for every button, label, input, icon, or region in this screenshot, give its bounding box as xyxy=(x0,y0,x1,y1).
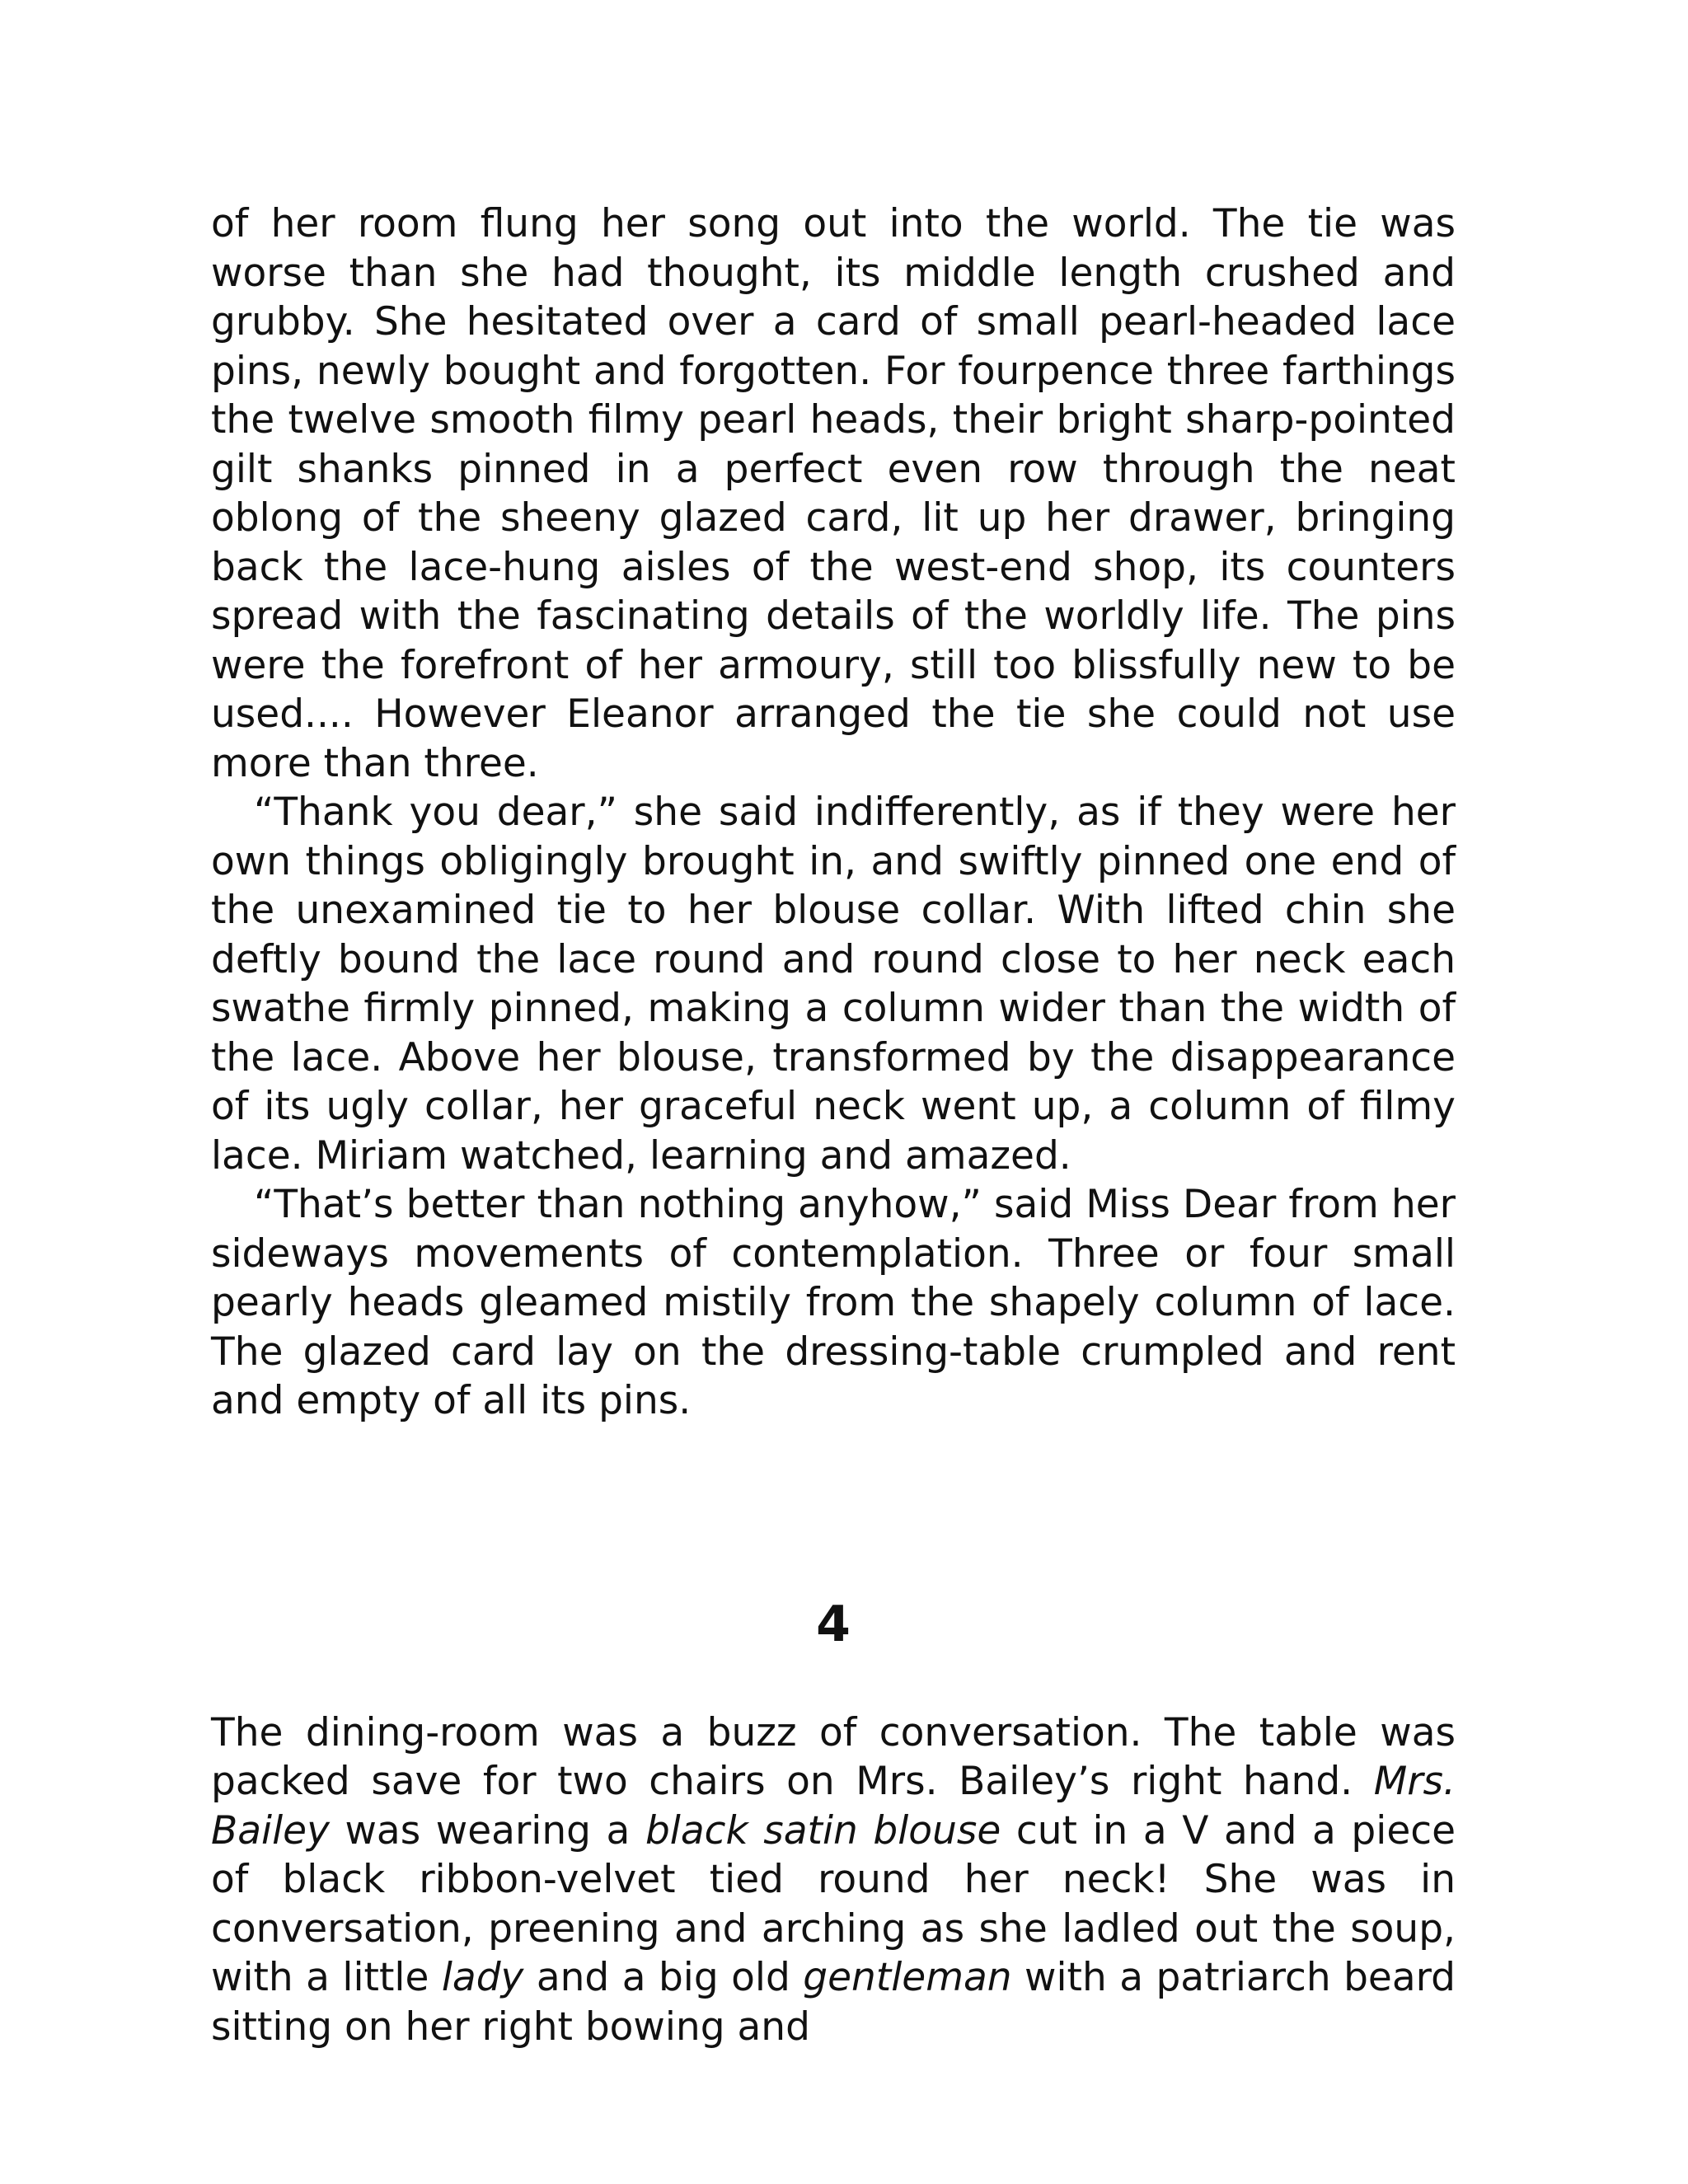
italic-run: lady xyxy=(441,1955,524,2000)
paragraph-2: “Thank you dear,” she said indifferently, as if they were her own things obligingly brought in, and swiftly pinned one end of the unexamined tie to her blouse collar. With lifted chin she deftly bound the lace round and round close to her neck each swathe firmly pinned, making a column wider than the width of the lace. Above her blouse, transformed by the disappearance of its ugly collar, her graceful neck went up, a column of filmy lace. Miriam watched, learning and amazed. xyxy=(211,790,1456,1179)
italic-run: Mrs. Bailey xyxy=(211,1759,1456,1854)
book-page xyxy=(211,199,1456,2051)
text-run: and a big old xyxy=(523,1955,804,2000)
text-run: with a patriarch beard sitting on her right bowing and xyxy=(211,1955,1456,2050)
text-run: cut in a V and a piece of black ribbon-velvet tied round her neck! She was in conversation, preening and arching as she ladled out the soup, with a little xyxy=(211,1807,1456,2000)
chapter-heading: 4 xyxy=(816,1595,851,1653)
italic-run: gentleman xyxy=(803,1955,1012,2000)
italic-run: black satin blouse xyxy=(645,1807,1001,1854)
text-run: The dining-room was a buzz of conversation. The table was packed save for two chairs on Mrs. Bailey’s right hand. xyxy=(211,1709,1456,1804)
text-run: was wearing a xyxy=(329,1807,645,1854)
paragraph-1: of her room flung her song out into the world. The tie was worse than she had thought, its middle length crushed and grubby. She hesitated over a card of small pearl-headed lace pins, newly bought and forgotten. For fourpence three farthings the twelve smooth filmy pearl heads, their bright sharp-pointed gilt shanks pinned in a perfect even row through the neat oblong of the sheeny glazed card, lit up her drawer, bringing back the lace-hung aisles of the west-end shop, its counters spread with the fascinating details of the worldly life. The pins were the forefront of her armoury, still too blissfully new to be used.... However Eleanor arranged the tie she could not use more than three. xyxy=(211,201,1456,786)
paragraph-3: “That’s better than nothing anyhow,” said Miss Dear from her sideways movements of contemplation. Three or four small pearly heads gleamed mistily from the shapely column of lace. The glazed card lay on the dressing-table crumpled and rent and empty of all its pins. xyxy=(211,1182,1456,1423)
section-break xyxy=(211,1426,1456,1595)
chapter-gap xyxy=(211,1654,1456,1708)
chapter-opening-paragraph xyxy=(211,1708,1456,2052)
